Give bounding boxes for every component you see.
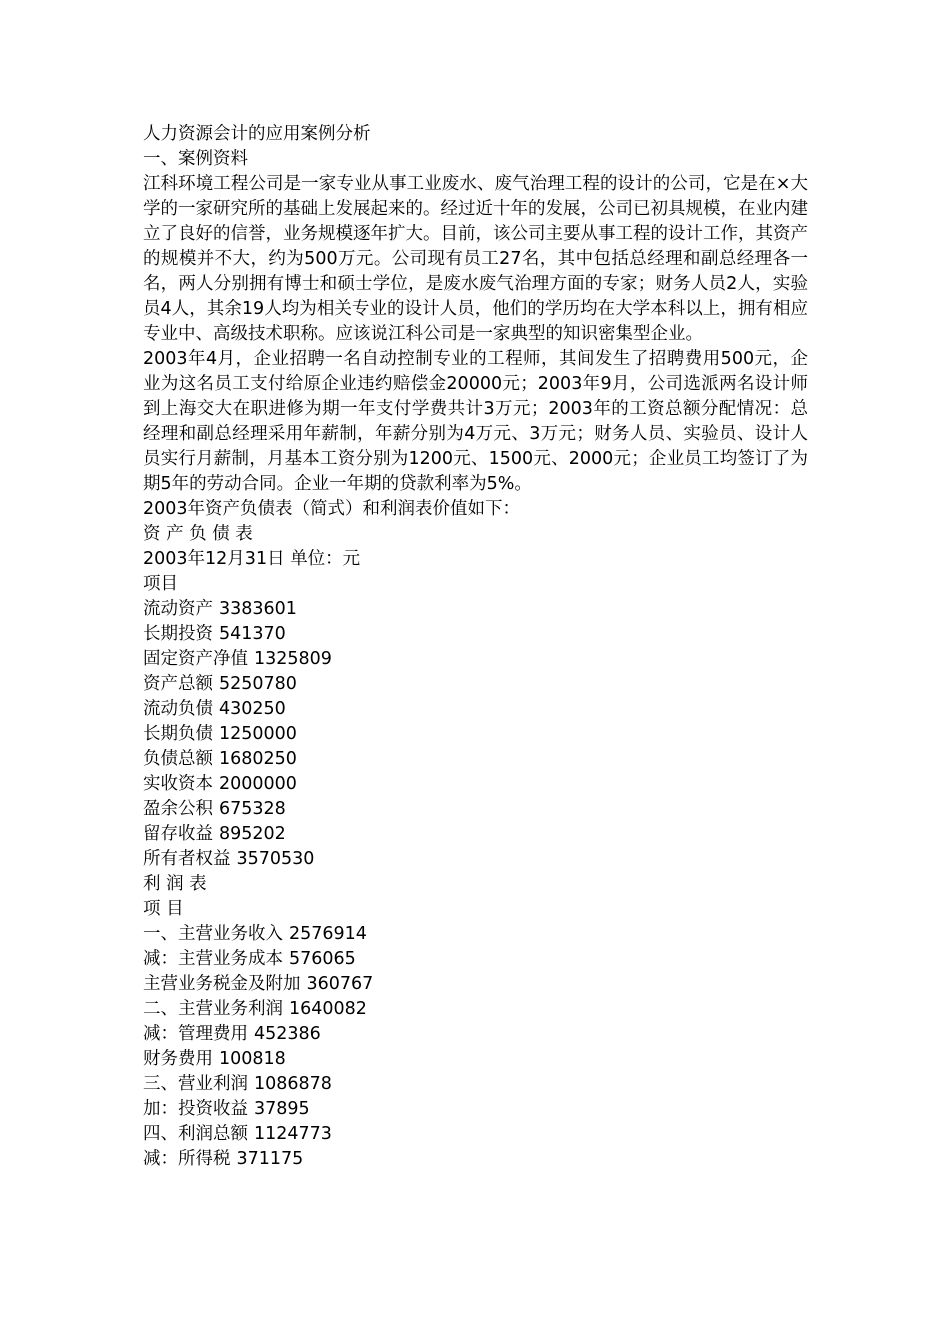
item-label: 财务费用 <box>143 1049 213 1069</box>
item-value: 541370 <box>219 624 286 644</box>
item-value: 1086878 <box>254 1074 332 1094</box>
item-label: 所有者权益 <box>143 849 231 869</box>
list-item <box>143 997 808 1022</box>
income-statement-title: 利 润 表 <box>143 874 207 894</box>
item-label: 减：主营业务成本 <box>143 949 283 969</box>
list-item <box>143 772 808 797</box>
item-value: 100818 <box>219 1049 286 1069</box>
item-label: 一、主营业务收入 <box>143 924 283 944</box>
list-item <box>143 722 808 747</box>
balance-sheet-title: 资 产 负 债 表 <box>143 524 253 544</box>
item-value: 576065 <box>289 949 356 969</box>
list-item <box>143 747 808 772</box>
document-page <box>143 122 808 1172</box>
item-label: 二、主营业务利润 <box>143 999 283 1019</box>
item-label: 减：管理费用 <box>143 1024 248 1044</box>
item-value: 2000000 <box>219 774 297 794</box>
item-label: 长期负债 <box>143 724 213 744</box>
balance-sheet <box>143 522 808 872</box>
item-value: 895202 <box>219 824 286 844</box>
document-title: 人力资源会计的应用案例分析 <box>143 124 371 144</box>
list-item <box>143 597 808 622</box>
item-value: 360767 <box>306 974 374 994</box>
item-value: 1680250 <box>219 749 297 769</box>
item-value: 2576914 <box>289 924 367 944</box>
list-item <box>143 972 808 997</box>
list-item <box>143 797 808 822</box>
item-label: 流动负债 <box>143 699 213 719</box>
item-label: 主营业务税金及附加 <box>143 974 301 994</box>
item-label: 盈余公积 <box>143 799 213 819</box>
list-item <box>143 672 808 697</box>
list-item <box>143 1047 808 1072</box>
case-paragraph-2: 2003年4月，企业招聘一名自动控制专业的工程师，其间发生了招聘费用500元，企业为这名员工支付给原企业违约赔偿金20000元；2003年9月，公司选派两名设计师到上海交大在职进修为期一年支付学费共计3万元；2003年的工资总额分配情况：总经理和副总经理采用年薪制，年薪分别为4万元、3万元；财务人员、实验员、设计人员实行月薪制，月基本工资分别为1200元、1500元、2000元；企业员工均签订了为期5年的劳动合同。企业一年期的贷款利率为5%。 <box>143 349 808 494</box>
tables-intro: 2003年资产负债表（简式）和利润表价值如下： <box>143 499 521 519</box>
list-item <box>143 822 808 847</box>
list-item <box>143 922 808 947</box>
balance-sheet-header: 项目 <box>143 574 178 594</box>
item-label: 四、利润总额 <box>143 1124 248 1144</box>
item-label: 留存收益 <box>143 824 213 844</box>
list-item <box>143 697 808 722</box>
item-label: 加：投资收益 <box>143 1099 248 1119</box>
item-label: 负债总额 <box>143 749 213 769</box>
item-value: 452386 <box>254 1024 321 1044</box>
list-item <box>143 1097 808 1122</box>
item-value: 5250780 <box>219 674 297 694</box>
item-value: 371175 <box>236 1149 304 1169</box>
item-label: 长期投资 <box>143 624 213 644</box>
section-heading: 一、案例资料 <box>143 149 248 169</box>
list-item <box>143 1022 808 1047</box>
item-value: 1325809 <box>254 649 332 669</box>
list-item <box>143 947 808 972</box>
income-statement <box>143 872 808 1172</box>
item-value: 37895 <box>254 1099 310 1119</box>
list-item <box>143 1072 808 1097</box>
item-value: 430250 <box>219 699 286 719</box>
list-item <box>143 647 808 672</box>
item-label: 减：所得税 <box>143 1149 231 1169</box>
case-paragraph-1: 江科环境工程公司是一家专业从事工业废水、废气治理工程的设计的公司，它是在×大学的一家研究所的基础上发展起来的。经过近十年的发展，公司已初具规模，在业内建立了良好的信誉，业务规模逐年扩大。目前，该公司主要从事工程的设计工作，其资产的规模并不大，约为500万元。公司现有员工27名，其中包括总经理和副总经理各一名，两人分别拥有博士和硕士学位，是废水废气治理方面的专家；财务人员2人，实验员4人，其余19人均为相关专业的设计人员，他们的学历均在大学本科以上，拥有相应专业中、高级技术职称。应该说江科公司是一家典型的知识密集型企业。 <box>143 174 808 344</box>
balance-sheet-subtitle: 2003年12月31日 单位：元 <box>143 549 361 569</box>
item-value: 1250000 <box>219 724 297 744</box>
item-value: 675328 <box>219 799 286 819</box>
item-label: 流动资产 <box>143 599 213 619</box>
list-item <box>143 1147 808 1172</box>
item-label: 三、营业利润 <box>143 1074 248 1094</box>
item-value: 1124773 <box>254 1124 332 1144</box>
item-label: 固定资产净值 <box>143 649 248 669</box>
item-label: 资产总额 <box>143 674 213 694</box>
item-value: 3383601 <box>219 599 297 619</box>
item-label: 实收资本 <box>143 774 213 794</box>
income-statement-header: 项 目 <box>143 899 184 919</box>
item-value: 1640082 <box>289 999 367 1019</box>
item-value: 3570530 <box>236 849 315 869</box>
list-item <box>143 847 808 872</box>
list-item <box>143 1122 808 1147</box>
list-item <box>143 622 808 647</box>
